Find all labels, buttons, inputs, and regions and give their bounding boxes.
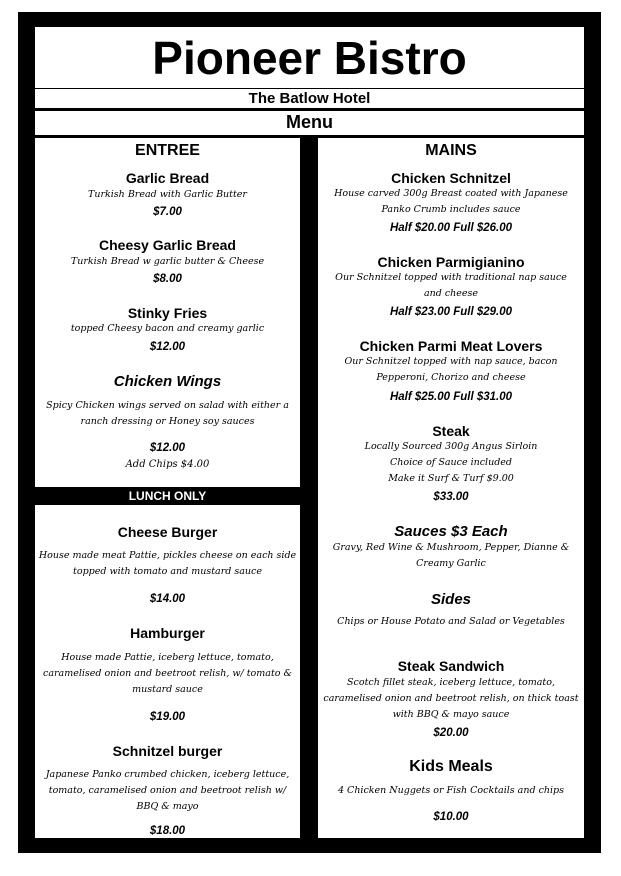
item-price: Half $20.00 Full $26.00 [389, 222, 513, 234]
item-description: Pepperoni, Chorizo and cheese [376, 372, 526, 383]
item-description: topped Cheesy bacon and creamy garlic [70, 323, 265, 334]
item-price: $8.00 [153, 273, 182, 285]
item-price: Half $23.00 Full $29.00 [389, 306, 513, 318]
item-name: Garlic Bread [125, 170, 210, 186]
entree-heading: ENTREE [135, 142, 200, 159]
menu-heading: Menu [286, 112, 333, 132]
item-price: $18.00 [149, 825, 186, 837]
item-description: House carved 300g Breast coated with Japanese [334, 188, 568, 199]
item-description: Chips or House Potato and Salad or Vegetables [337, 616, 565, 627]
item-description: 4 Chicken Nuggets or Fish Cocktails and chips [337, 785, 564, 796]
item-description: Our Schnitzel topped with nap sauce, bacon [344, 356, 558, 367]
item-name: Cheesy Garlic Bread [99, 237, 236, 253]
item-description: Creamy Garlic [416, 558, 486, 569]
menu-page [35, 27, 584, 838]
item-price: $20.00 [433, 727, 469, 739]
item-description: tomato, caramelised onion and beetroot relish w/ [48, 785, 287, 796]
item-name: Steak [432, 423, 470, 439]
item-description: BBQ & mayo [136, 801, 199, 812]
item-description: and cheese [423, 288, 479, 299]
item-name: Sauces $3 Each [394, 523, 508, 540]
mains-column [318, 27, 584, 838]
entree-column [35, 27, 300, 838]
item-name: Chicken Parmi Meat Lovers [359, 338, 543, 354]
item-description: House made meat Pattie, pickles cheese on each side [38, 550, 297, 561]
item-name: Cheese Burger [117, 524, 218, 540]
item-description: Spicy Chicken wings served on salad with either a [46, 400, 289, 411]
item-price: $33.00 [433, 491, 469, 503]
item-addon: Add Chips $4.00 [125, 459, 210, 470]
item-name: Sides [430, 591, 472, 608]
item-price: Half $25.00 Full $31.00 [389, 391, 513, 403]
item-name: Chicken Parmigianino [377, 254, 525, 270]
item-description: Scotch fillet steak, iceberg lettuce, tomato, [347, 677, 555, 688]
item-name: Kids Meals [409, 758, 493, 775]
item-description: Japanese Panko crumbed chicken, iceberg lettuce, [45, 769, 290, 780]
item-name: Schnitzel burger [112, 743, 223, 759]
item-name: Hamburger [130, 625, 205, 641]
item-description: House made Pattie, iceberg lettuce, tomato, [61, 652, 274, 663]
item-price: $19.00 [149, 711, 186, 723]
item-price: $10.00 [433, 811, 469, 823]
mains-heading: MAINS [425, 142, 477, 159]
hotel-name: The Batlow Hotel [248, 90, 371, 107]
item-name: Chicken Schnitzel [391, 170, 511, 186]
item-name: Stinky Fries [127, 305, 208, 321]
column-divider [301, 138, 317, 838]
item-description: mustard sauce [132, 684, 203, 695]
item-description: Turkish Bread with Garlic Butter [88, 189, 247, 200]
item-price: $7.00 [153, 206, 182, 218]
item-name: Steak Sandwich [397, 658, 505, 674]
lunch-only-banner: LUNCH ONLY [35, 487, 300, 505]
item-description: Gravy, Red Wine & Mushroom, Pepper, Dianne & [332, 542, 570, 553]
item-price: $12.00 [149, 442, 186, 454]
item-name: Chicken Wings [113, 373, 222, 390]
item-description: ranch dressing or Honey soy sauces [80, 416, 255, 427]
item-description: caramelised onion and beetroot relish, on thick toast [323, 693, 579, 704]
item-description: topped with tomato and mustard sauce [73, 566, 262, 577]
item-price: $12.00 [149, 341, 186, 353]
item-description: Choice of Sauce included [389, 457, 513, 468]
item-description: caramelised onion and beetroot relish, w/ tomato & [43, 668, 292, 679]
item-description: Our Schnitzel topped with traditional nap sauce [335, 272, 567, 283]
item-description: with BBQ & mayo sauce [392, 709, 510, 720]
restaurant-title: Pioneer Bistro [152, 32, 467, 84]
item-description: Locally Sourced 300g Angus Sirloin [364, 441, 538, 452]
item-description: Panko Crumb includes sauce [381, 204, 521, 215]
item-description: Turkish Bread w garlic butter & Cheese [70, 256, 265, 267]
item-price: $14.00 [149, 593, 186, 605]
item-description: Make it Surf & Turf $9.00 [388, 473, 514, 484]
